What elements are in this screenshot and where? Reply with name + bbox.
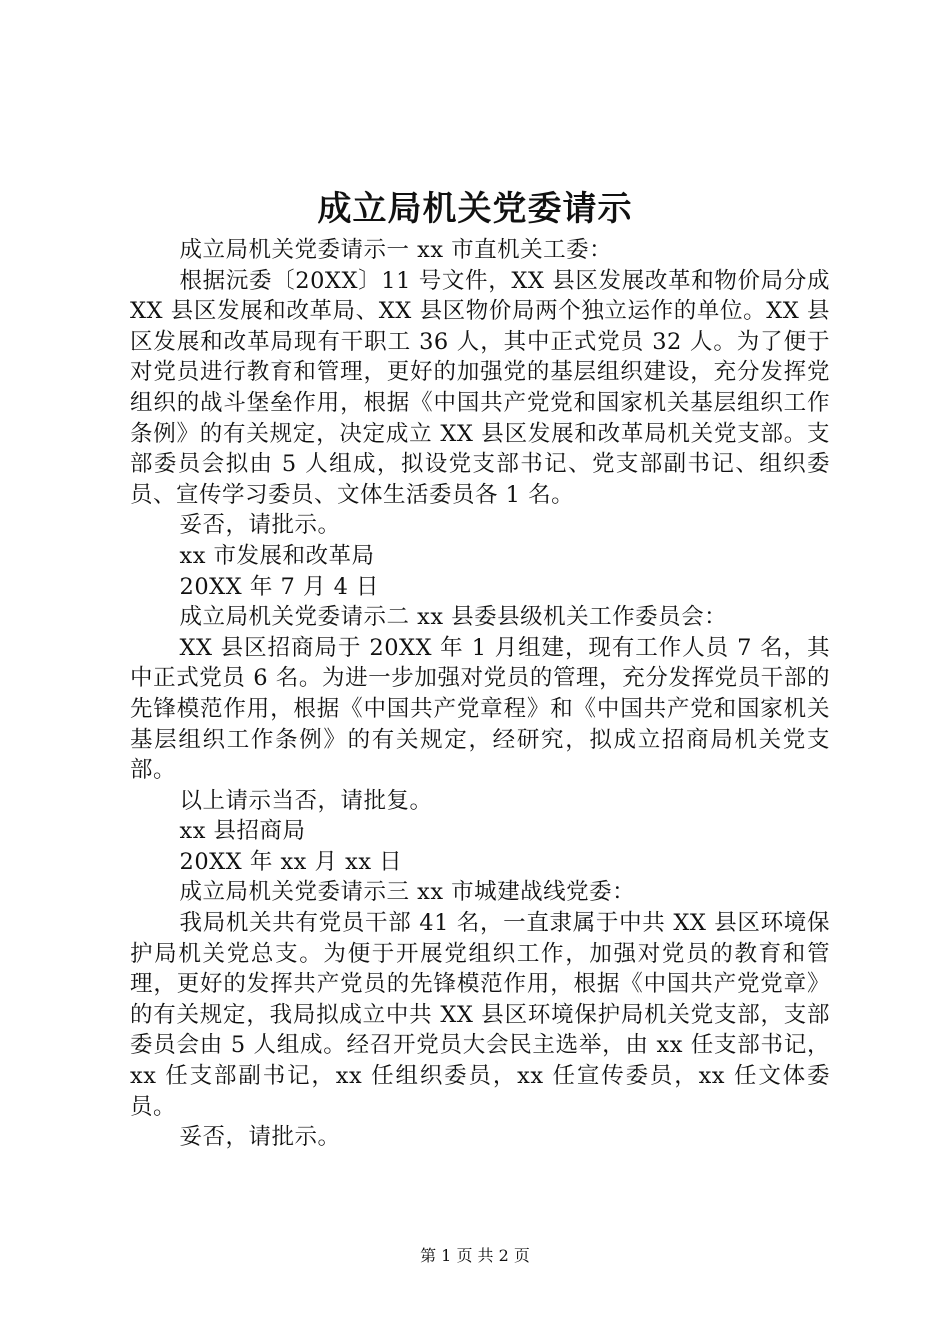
paragraph-date-1: 20XX 年 7 月 4 日 (179, 573, 380, 600)
paragraph-closing-2: 以上请示当否，请批复。 (179, 787, 433, 814)
paragraph-body-1: 根据沅委〔20XX〕11 号文件，XX 县区发展改革和物价局分成 XX 县区发展和改革局、XX 县区物价局两个独立运作的单位。XX 县区发展和改革局现有干职工 36 人，其中正式党员 32 人。为了便于对党员进行教育和管理，更好的加强党的基层组织建设，充分发挥党组织的战斗堡垒作用，根据《中国共产党党和国家机关基层组织工作条例》的有关规定，决定成立 XX 县区发展和改革局机关党支部。支部委员会拟由 5 人组成，拟设党支部书记、党支部副书记、组织委员、宣传学习委员、文体生活委员各 1 名。 (130, 267, 830, 508)
paragraph-recipient-1: 成立局机关党委请示一 xx 市直机关工委： (179, 237, 613, 263)
paragraph-sender-1: xx 市发展和改革局 (179, 542, 375, 569)
paragraph-body-2: XX 县区招商局于 20XX 年 1 月组建，现有工作人员 7 名，其中正式党员 6 名。为进一步加强对党员的管理，充分发挥党员干部的先锋模范作用，根据《中国共产党章程》和《中国共产党和国家机关基层组织工作条例》的有关规定，经研究，拟成立招商局机关党支部。 (130, 634, 830, 784)
paragraph-body-3: 我局机关共有党员干部 41 名，一直隶属于中共 XX 县区环境保护局机关党总支。为便于开展党组织工作，加强对党员的教育和管理，更好的发挥共产党员的先锋模范作用，根据《中国共产党党章》的有关规定，我局拟成立中共 XX 县区环境保护局机关党支部，支部委员会由 5 人组成。经召开党员大会民主选举，由 xx 任支部书记，xx 任支部副书记，xx 任组织委员，xx 任宣传委员，xx 任文体委员。 (130, 910, 830, 1120)
paragraph-closing-1: 妥否，请批示。 (179, 512, 341, 539)
paragraph-recipient-3: 成立局机关党委请示三 xx 市城建战线党委： (179, 879, 636, 906)
paragraph-closing-3: 妥否，请批示。 (179, 1124, 341, 1151)
paragraph-recipient-2: 成立局机关党委请示二 xx 县委县级机关工作委员会： (179, 604, 728, 631)
paragraph-date-2: 20XX 年 xx 月 xx 日 (179, 848, 403, 875)
document-title: 成立局机关党委请示 (317, 189, 633, 229)
paragraph-sender-2: xx 县招商局 (179, 818, 306, 845)
document-body (130, 235, 830, 1153)
page-footer: 第 1 页 共 2 页 (420, 1246, 530, 1265)
